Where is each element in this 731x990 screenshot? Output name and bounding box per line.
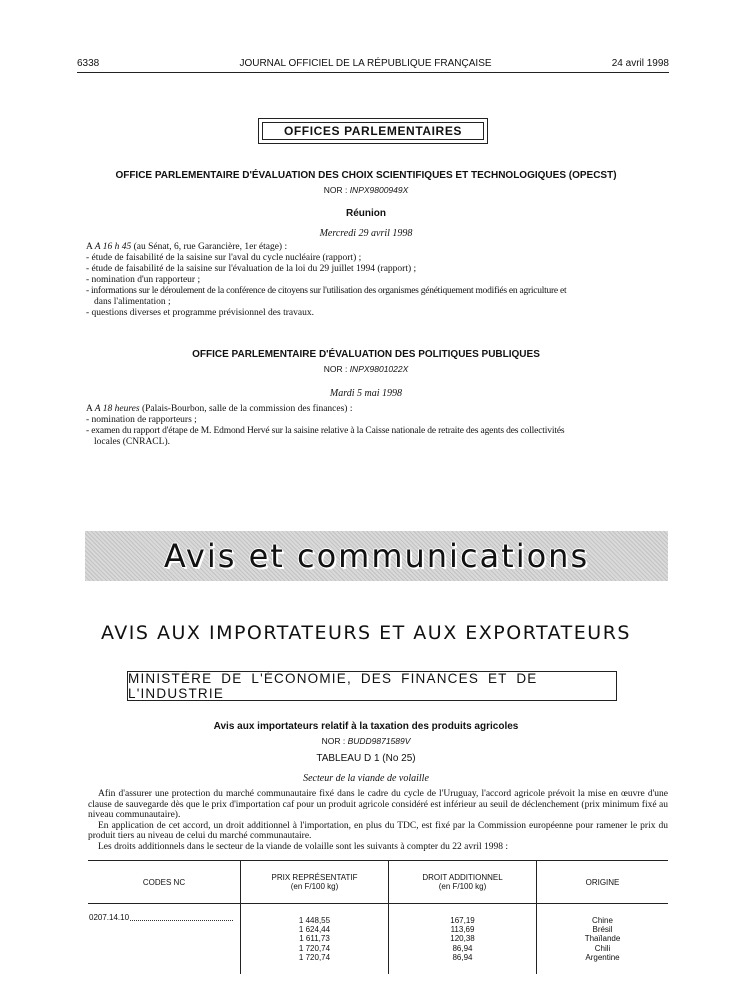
opecst-meeting-date: Mercredi 29 avril 1998 bbox=[319, 228, 413, 239]
agenda-intro: A A 16 h 45 (au Sénat, 6, rue Garancière, 1er étage) : bbox=[86, 242, 288, 252]
agenda-location: (Palais-Bourbon, salle de la commission des finances) : bbox=[139, 404, 353, 414]
agenda-item: - examen du rapport d'étape de M. Edmond Hervé sur la saisine relative à la Caisse nationale de retraite des agents des collectivités bbox=[86, 426, 565, 436]
prix-value: 1 720,74 bbox=[298, 952, 331, 962]
code-column bbox=[88, 904, 241, 975]
header-prix-label: PRIX REPRÉSENTATIF bbox=[271, 873, 358, 882]
body-paragraph: En application de cet accord, un droit additionnel à l'importation, en plus du TDC, est fixé par la Commission européenne pour ramener le prix du produit tiers au niveau de celui du marché communautaire. bbox=[88, 820, 668, 841]
offices-box bbox=[258, 118, 488, 144]
duties-table bbox=[88, 860, 668, 974]
sector-label: Secteur de la viande de volaille bbox=[303, 773, 429, 784]
agenda-item: - nomination d'un rapporteur ; bbox=[86, 275, 201, 285]
notice-body bbox=[88, 789, 668, 852]
ministry-box bbox=[127, 671, 617, 701]
agenda-item: - étude de faisabilité de la saisine sur l'évaluation de la loi du 29 juillet 1994 (rapport) ; bbox=[86, 264, 417, 274]
droit-value: 86,94 bbox=[452, 943, 473, 953]
agenda-item: dans l'alimentation ; bbox=[94, 297, 171, 307]
agenda-item: - questions diverses et programme prévisionnel des travaux. bbox=[86, 308, 314, 318]
droit-column bbox=[389, 904, 537, 975]
issue-date: 24 avril 1998 bbox=[611, 58, 669, 69]
header-origine: ORIGINE bbox=[537, 861, 669, 904]
header-codes: CODES NC bbox=[88, 861, 241, 904]
section-title: AVIS AUX IMPORTATEURS ET AUX EXPORTATEURS bbox=[101, 622, 631, 644]
table-row bbox=[88, 904, 668, 975]
agenda-intro: A A 18 heures (Palais-Bourbon, salle de la commission des finances) : bbox=[86, 404, 353, 414]
body-paragraph: Les droits additionnels dans le secteur de la viande de volaille sont les suivants à compter du 22 avril 1998 : bbox=[98, 841, 508, 852]
body-paragraph: Afin d'assurer une protection du marché communautaire fixé dans le cadre du cycle de l'Uruguay, l'accord agricole prévoit la mise en œuvre d'une clause de sauvegarde dès que le prix d'importation caf pour un produit agricole considéré est inférieur au seuil de déclenchement (prix minimum fixé au niveau communautaire). bbox=[88, 789, 668, 820]
header-rule bbox=[77, 72, 669, 73]
origine-column bbox=[537, 904, 669, 975]
opecst-title: OFFICE PARLEMENTAIRE D'ÉVALUATION DES CHOIX SCIENTIFIQUES ET TECHNOLOGIQUES (OPECST) bbox=[115, 170, 617, 181]
agenda-item: locales (CNRACL). bbox=[94, 437, 170, 447]
notice-title: Avis aux importateurs relatif à la taxation des produits agricoles bbox=[213, 721, 519, 732]
origine-value: Chili bbox=[594, 943, 611, 953]
prix-column bbox=[241, 904, 389, 975]
opecst-nor bbox=[60, 185, 672, 195]
header-droit bbox=[389, 861, 537, 904]
nc-code: 0207.14.10 bbox=[89, 913, 130, 922]
offices-box-title: OFFICES PARLEMENTAIRES bbox=[262, 122, 484, 140]
prix-value: 1 624,44 bbox=[298, 925, 331, 935]
origine-value: Argentine bbox=[585, 952, 620, 962]
journal-title: JOURNAL OFFICIEL DE LA RÉPUBLIQUE FRANÇAISE bbox=[239, 58, 492, 69]
droit-value: 120,38 bbox=[450, 934, 475, 944]
header-prix-unit: (en F/100 kg) bbox=[290, 882, 339, 891]
origine-value: Brésil bbox=[592, 925, 613, 935]
agenda-item: - informations sur le déroulement de la conférence de citoyens sur l'utilisation des organismes génétiquement modifiés en agriculture et bbox=[86, 286, 567, 296]
page-number: 6338 bbox=[77, 58, 100, 69]
agenda-item: - nomination de rapporteurs ; bbox=[86, 415, 197, 425]
agenda-time: A 16 h 45 bbox=[94, 242, 132, 252]
notice-nor bbox=[60, 736, 672, 746]
table-title: TABLEAU D 1 (No 25) bbox=[316, 753, 416, 764]
nor-label: NOR : bbox=[323, 364, 348, 374]
prix-value: 1 720,74 bbox=[298, 943, 331, 953]
nor-code: INPX9800949X bbox=[349, 185, 409, 195]
politiques-nor bbox=[60, 364, 672, 374]
nor-code: BUDD9871589V bbox=[347, 736, 411, 746]
header-prix bbox=[241, 861, 389, 904]
origine-value: Thaïlande bbox=[584, 934, 621, 944]
meeting-heading: Réunion bbox=[346, 208, 386, 219]
header-droit-label: DROIT ADDITIONNEL bbox=[422, 873, 503, 882]
politiques-meeting-date: Mardi 5 mai 1998 bbox=[329, 388, 403, 399]
politiques-title: OFFICE PARLEMENTAIRE D'ÉVALUATION DES POLITIQUES PUBLIQUES bbox=[192, 349, 540, 360]
ministry-name: MINISTÈRE DE L'ÉCONOMIE, DES FINANCES ET DE L'INDUSTRIE bbox=[128, 671, 538, 701]
header-droit-unit: (en F/100 kg) bbox=[438, 882, 487, 891]
banner-title: Avis et communications bbox=[163, 537, 590, 575]
agenda-item: - étude de faisabilité de la saisine sur l'aval du cycle nucléaire (rapport) ; bbox=[86, 253, 362, 263]
droit-value: 86,94 bbox=[452, 952, 473, 962]
origine-value: Chine bbox=[592, 916, 613, 925]
avis-banner bbox=[85, 531, 668, 581]
agenda-location: (au Sénat, 6, rue Garancière, 1er étage) : bbox=[131, 242, 288, 252]
nor-label: NOR : bbox=[321, 736, 346, 746]
nor-code: INPX9801022X bbox=[349, 364, 409, 374]
agenda-time: A 18 heures bbox=[94, 404, 140, 414]
nor-label: NOR : bbox=[323, 185, 348, 195]
prix-value: 1 611,73 bbox=[299, 934, 330, 944]
prix-value: 1 448,55 bbox=[298, 916, 331, 925]
droit-value: 167,19 bbox=[450, 916, 475, 925]
table-header-row bbox=[88, 861, 668, 904]
politiques-agenda bbox=[86, 404, 668, 448]
opecst-agenda bbox=[86, 242, 668, 319]
droit-value: 113,69 bbox=[450, 925, 475, 935]
leader-dots bbox=[130, 913, 233, 921]
